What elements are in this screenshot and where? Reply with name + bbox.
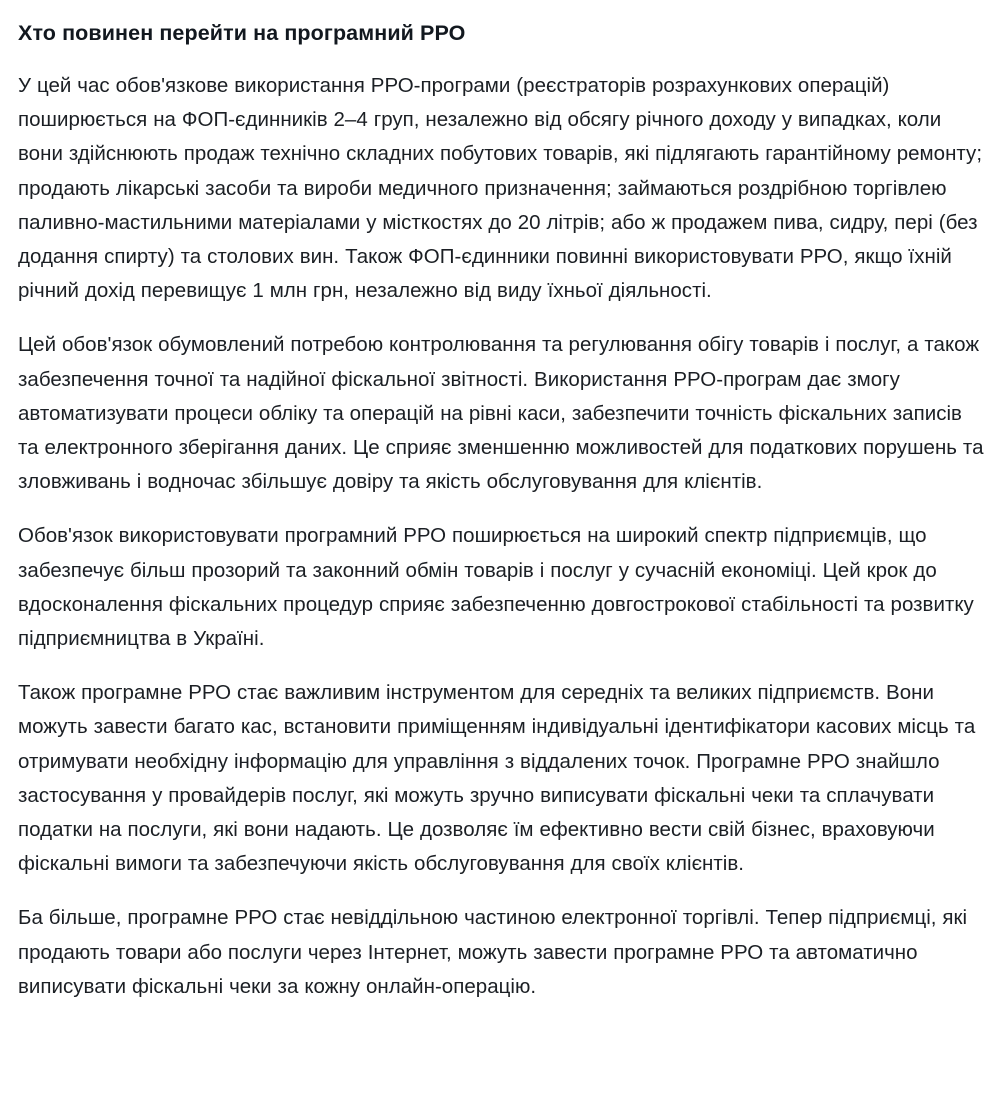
article-paragraph-4: Також програмне РРО стає важливим інструментом для середніх та великих підприємств. Вони можуть завести багато кас, встановити приміщенням індивідуальні ідентифікатори касових місць та отримувати необхідну інформацію для управління з віддалених точок. Програмне РРО знайшло застосування у провайдерів послуг, які можуть зручно виписувати фіскальні чеки та сплачувати податки на послуги, які вони надають. Це дозволяє їм ефективно вести свій бізнес, враховуючи фіскальні вимоги та забезпечуючи якість обслуговування для своїх клієнтів.: [18, 681, 976, 876]
article-body: [18, 69, 986, 1004]
article-paragraph-3: Обов'язок використовувати програмний РРО поширюється на широкий спектр підприємців, що забезпечує більш прозорий та законний обмін товарів і послуг у сучасній економіці. Цей крок до вдосконалення фіскальних процедур сприяє забезпеченню довгострокової стабільності та розвитку підприємництва в Україні.: [18, 524, 974, 651]
article-paragraph-1: У цей час обов'язкове використання РРО-програми (реєстраторів розрахункових операцій) поширюється на ФОП-єдинників 2–4 груп, незалежно від обсягу річного доходу у випадках, коли вони здійснюють продаж технічно складних побутових товарів, які підлягають гарантійному ремонту; продають лікарські засоби та вироби медичного призначення; займаються роздрібною торгівлею паливно-мастильними матеріалами у місткостях до 20 літрів; або ж продажем пива, сидру, пері (без додання спирту) та столових вин. Також ФОП-єдинники повинні використовувати РРО, якщо їхній річний дохід перевищує 1 млн грн, незалежно від виду їхньої діяльності.: [18, 74, 983, 303]
article-paragraph-5: Ба більше, програмне РРО стає невіддільною частиною електронної торгівлі. Тепер підприємці, які продають товари або послуги через Інтернет, можуть завести програмне РРО та автоматично виписувати фіскальні чеки за кожну онлайн-операцію.: [18, 906, 968, 998]
page-title: Хто повинен перейти на програмний РРО: [18, 21, 466, 45]
article-paragraph-2: Цей обов'язок обумовлений потребою контролювання та регулювання обігу товарів і послуг, а також забезпечення точної та надійної фіскальної звітності. Використання РРО-програм дає змогу автоматизувати процеси обліку та операцій на рівні каси, забезпечити точність фіскальних записів та електронного зберігання даних. Це сприяє зменшенню можливостей для податкових порушень та зловживань і водночас збільшує довіру та якість обслуговування для клієнтів.: [18, 333, 984, 494]
